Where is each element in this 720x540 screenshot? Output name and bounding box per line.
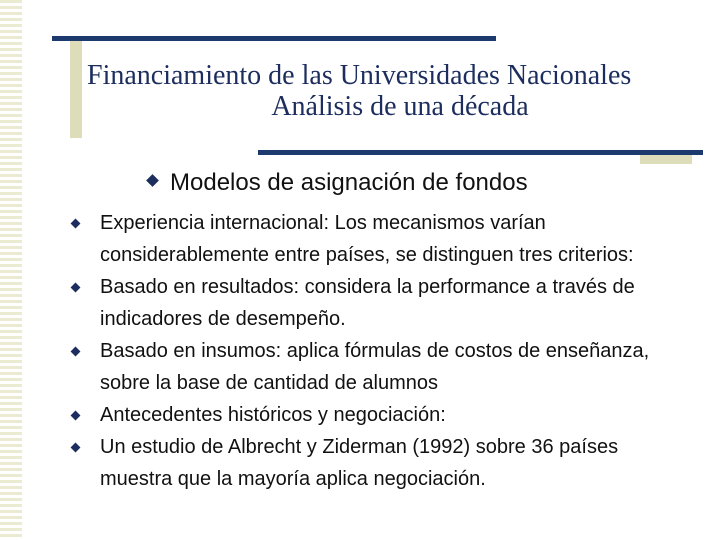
bullet-list [70, 207, 670, 495]
decorative-stripes [0, 0, 22, 540]
title-line-2: Análisis de una década [271, 91, 529, 122]
list-item-text: Un estudio de Albrecht y Ziderman (1992) sobre 36 países muestra que la mayoría aplica negociación. [100, 436, 619, 490]
diamond-bullet-icon [71, 411, 81, 421]
slide-subtitle [148, 168, 668, 198]
list-item [70, 207, 670, 271]
slide-title [80, 60, 720, 122]
subtitle-text: Modelos de asignación de fondos [170, 169, 528, 196]
diamond-bullet-icon [71, 443, 81, 453]
diamond-bullet-icon [71, 283, 81, 293]
list-item [70, 271, 670, 335]
diamond-bullet-icon [71, 347, 81, 357]
list-item [70, 335, 670, 399]
top-accent-bar [52, 36, 496, 41]
list-item-text: Basado en insumos: aplica fórmulas de costos de enseñanza, sobre la base de cantidad de alumnos [100, 340, 650, 394]
diamond-bullet-icon [146, 174, 159, 187]
diamond-bullet-icon [71, 219, 81, 229]
list-item [70, 399, 670, 431]
middle-accent-block [640, 155, 692, 164]
title-line-1: Financiamiento de las Universidades Nacionales [87, 60, 632, 91]
list-item-text: Experiencia internacional: Los mecanismos varían considerablemente entre países, se distinguen tres criterios: [100, 212, 634, 266]
list-item-text: Antecedentes históricos y negociación: [100, 404, 446, 426]
list-item-text: Basado en resultados: considera la performance a través de indicadores de desempeño. [100, 276, 635, 330]
middle-accent-bar [258, 150, 703, 155]
list-item [70, 431, 670, 495]
